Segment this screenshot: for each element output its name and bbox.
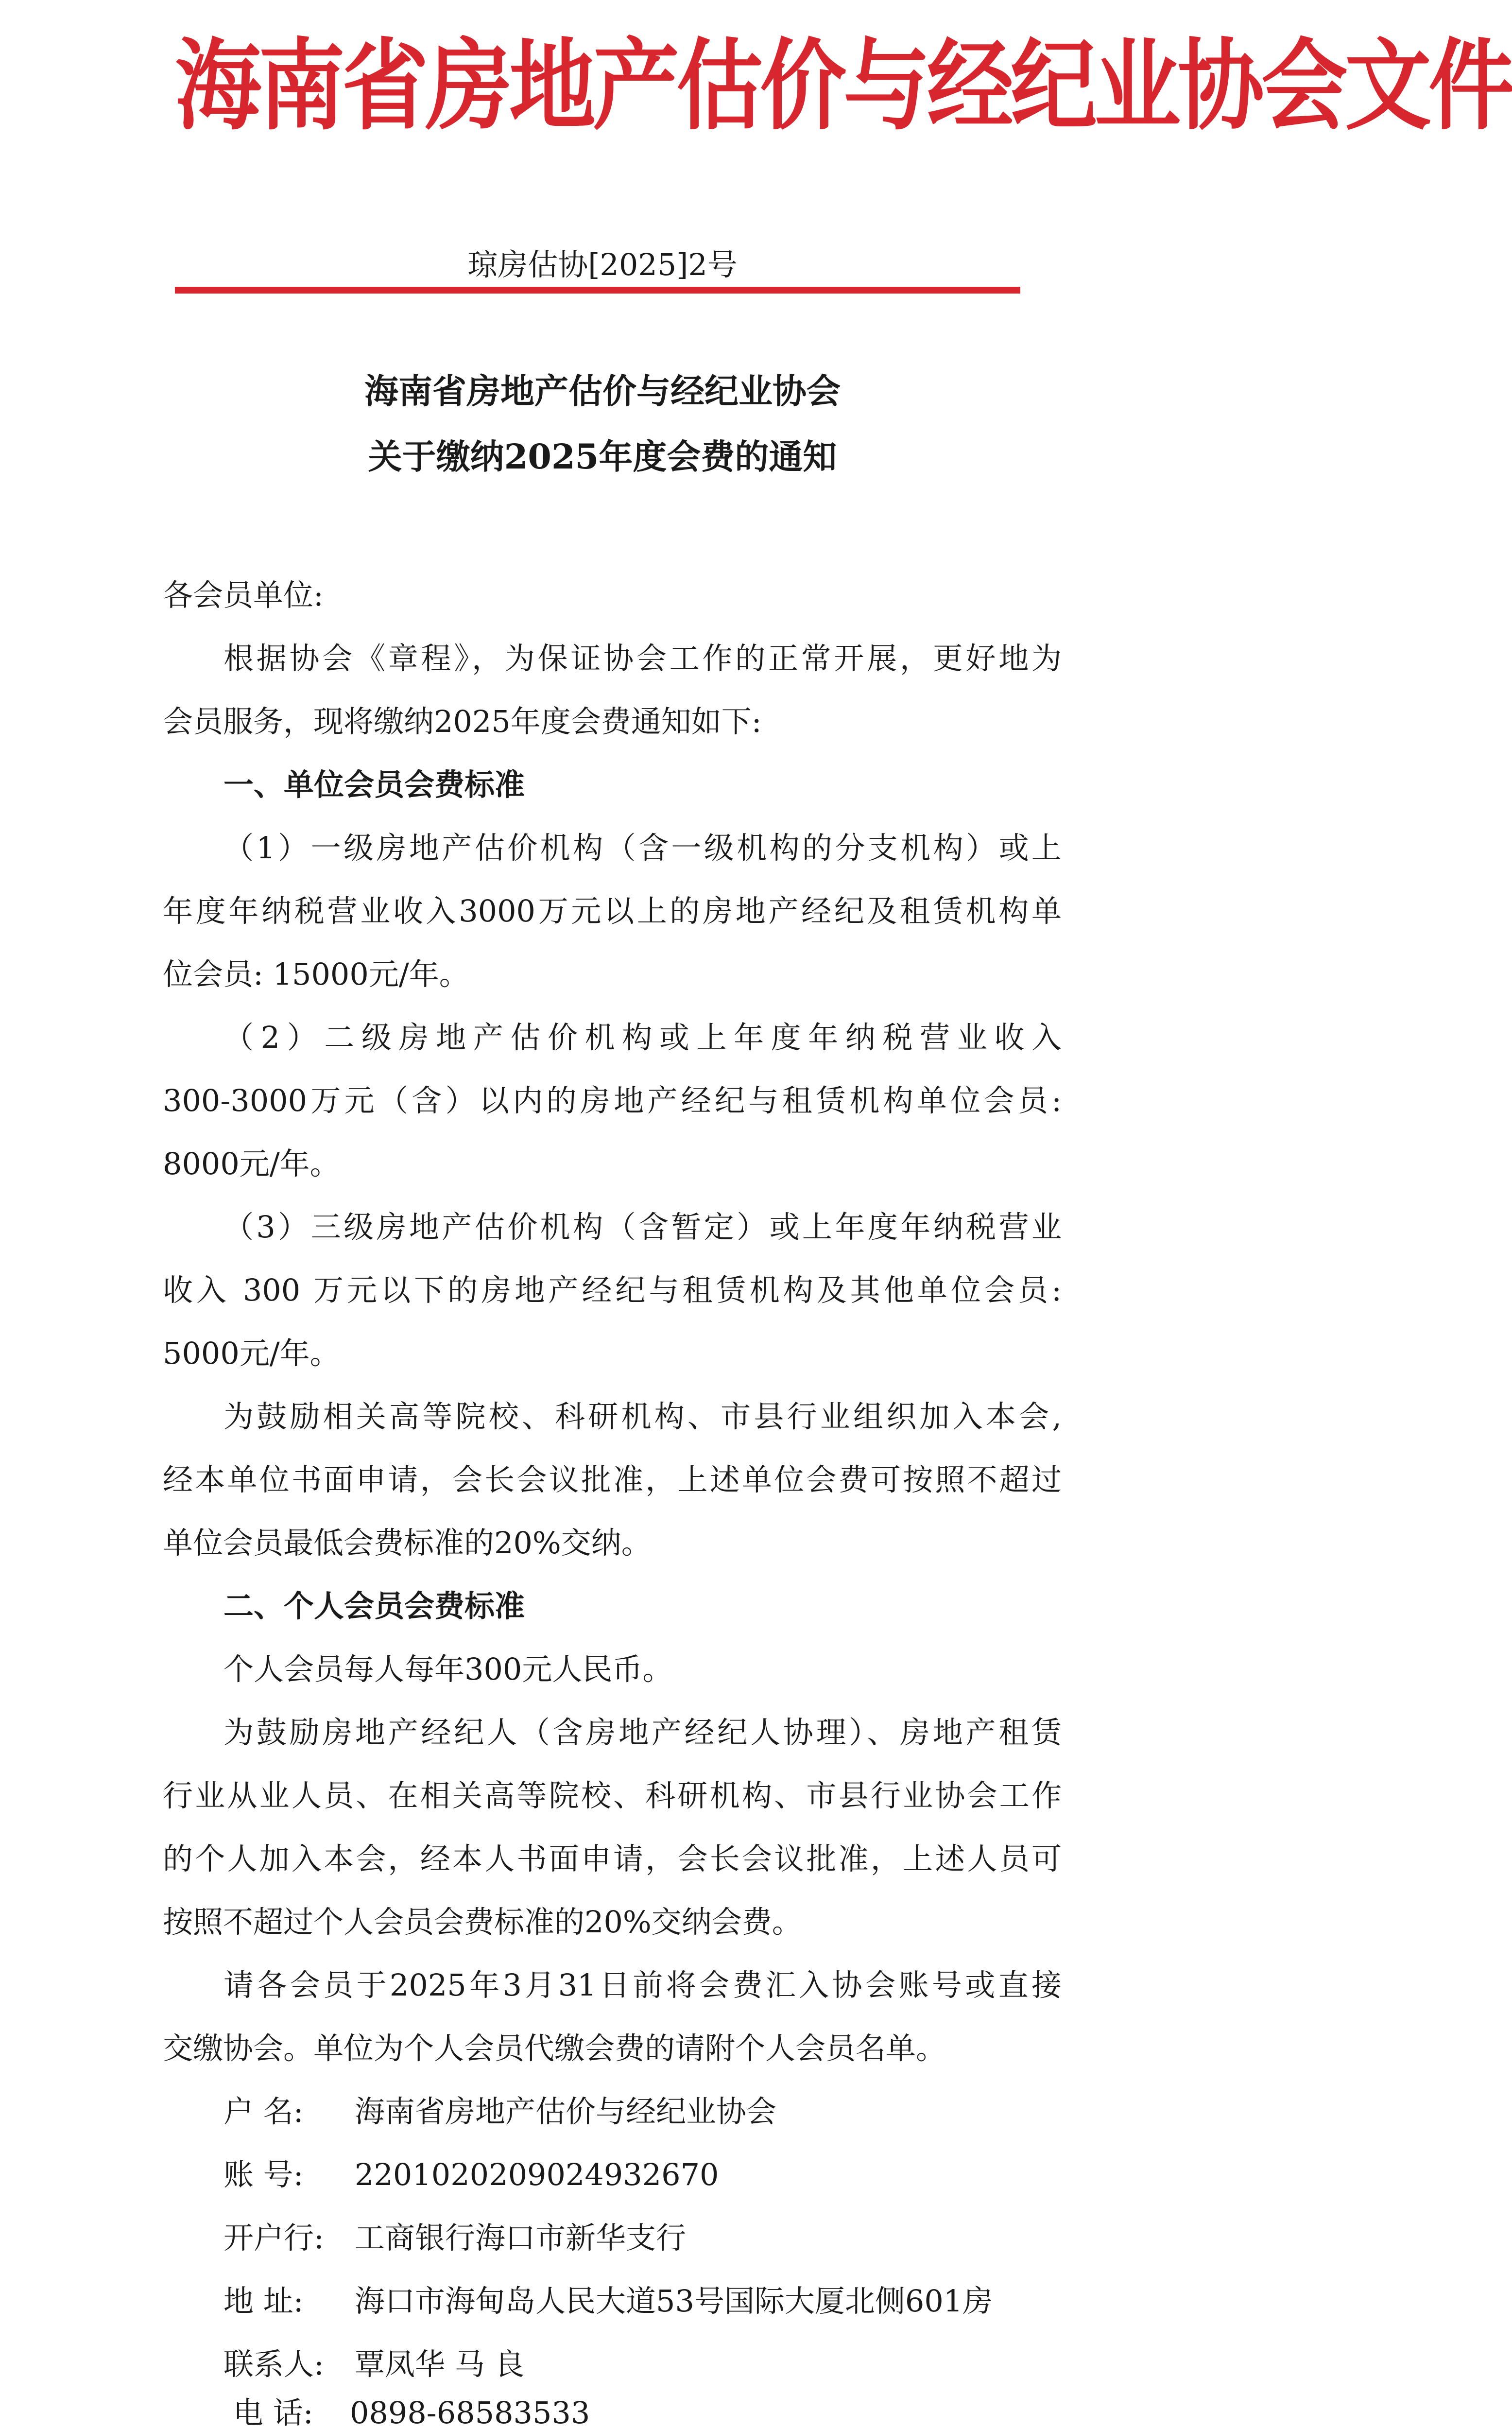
paragraph-line: 请各会员于2025年3月31日前将会费汇入协会账号或直接 <box>223 1967 1062 2003</box>
phone-value: 0898-68583533 <box>350 2395 590 2430</box>
bank-value: 工商银行海口市新华支行 <box>355 2220 687 2256</box>
paragraph-line: 收入 300 万元以下的房地产经纪与租赁机构及其他单位会员: <box>163 1272 1062 1308</box>
document-title-line-2: 关于缴纳2025年度会费的通知 <box>368 436 837 477</box>
account-name-label: 户 名: <box>223 2094 304 2129</box>
paragraph-line: 个人会员每人每年300元人民币。 <box>223 1651 673 1687</box>
paragraph-line: 按照不超过个人会员会费标准的20%交纳会费。 <box>163 1904 802 1940</box>
paragraph-line: 5000元/年。 <box>163 1336 340 1371</box>
salutation: 各会员单位: <box>163 577 324 613</box>
account-number-row <box>223 2151 719 2199</box>
contact-label: 联系人: <box>223 2346 324 2382</box>
letterhead: 海南省房地产估价与经纪业协会文件 <box>175 28 1512 143</box>
address-value: 海口市海甸岛人民大道53号国际大厦北侧601房 <box>355 2283 993 2319</box>
contact-value: 覃凤华 马 良 <box>355 2346 525 2382</box>
document-number: 琼房估协[2025]2号 <box>467 247 738 282</box>
paragraph-line: 行业从业人员、在相关高等院校、科研机构、市县行业协会工作 <box>163 1778 1062 1813</box>
paragraph-line: （3）三级房地产估价机构（含暂定）或上年度年纳税营业 <box>223 1209 1062 1245</box>
address-label: 地 址: <box>223 2283 304 2319</box>
contact-row <box>223 2340 524 2389</box>
paragraph-line: 为鼓励相关高等院校、科研机构、市县行业组织加入本会, <box>223 1399 1062 1434</box>
paragraph-line: 的个人加入本会，经本人书面申请，会长会议批准，上述人员可 <box>163 1841 1062 1876</box>
paragraph-line: 经本单位书面申请，会长会议批准，上述单位会费可按照不超过 <box>163 1462 1062 1497</box>
bank-label: 开户行: <box>223 2220 324 2256</box>
section-heading-unit-fees: 一、单位会员会费标准 <box>223 767 525 802</box>
paragraph-line: 交缴协会。单位为个人会员代缴会费的请附个人会员名单。 <box>163 2031 946 2066</box>
paragraph-line: 300-3000万元（含）以内的房地产经纪与租赁机构单位会员: <box>163 1083 1062 1118</box>
red-divider <box>175 287 1020 294</box>
paragraph-line: 单位会员最低会费标准的20%交纳。 <box>163 1525 652 1561</box>
section-heading-individual-fees: 二、个人会员会费标准 <box>223 1588 525 1624</box>
address-row <box>223 2277 993 2326</box>
paragraph-line: （1）一级房地产估价机构（含一级机构的分支机构）或上 <box>223 830 1062 866</box>
document-title-line-1: 海南省房地产估价与经纪业协会 <box>364 371 841 411</box>
account-number-label: 账 号: <box>223 2157 304 2192</box>
paragraph-line: 为鼓励房地产经纪人（含房地产经纪人协理）、房地产租赁 <box>223 1715 1062 1750</box>
phone-row <box>233 2389 590 2430</box>
account-name-row <box>223 2087 776 2136</box>
paragraph-line: 根据协会《章程》，为保证协会工作的正常开展，更好地为 <box>223 641 1062 676</box>
account-number-value: 2201020209024932670 <box>355 2157 719 2192</box>
paragraph-line: 年度年纳税营业收入3000万元以上的房地产经纪及租赁机构单 <box>163 893 1062 929</box>
bank-row <box>223 2214 686 2262</box>
paragraph-line: （2）二级房地产估价机构或上年度年纳税营业收入 <box>223 1020 1062 1055</box>
phone-label: 电 话: <box>233 2395 313 2430</box>
paragraph-line: 会员服务，现将缴纳2025年度会费通知如下: <box>163 704 762 739</box>
paragraph-line: 位会员: 15000元/年。 <box>163 956 469 992</box>
account-name-value: 海南省房地产估价与经纪业协会 <box>355 2094 777 2129</box>
paragraph-line: 8000元/年。 <box>163 1146 340 1181</box>
